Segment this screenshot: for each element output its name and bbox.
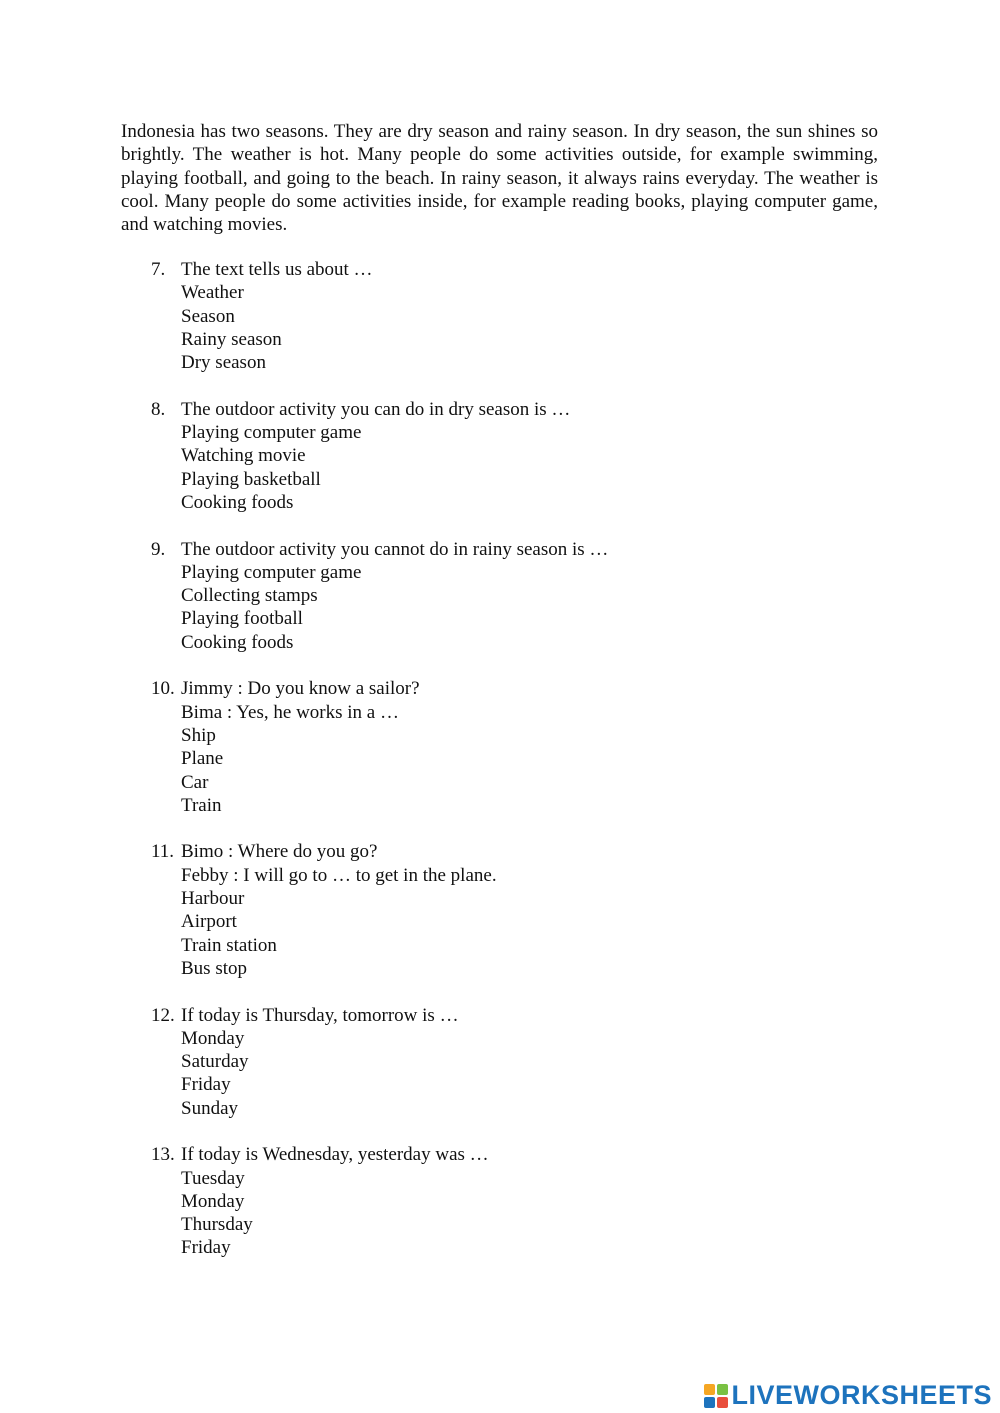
- question-number: 9.: [151, 538, 166, 560]
- answer-option[interactable]: Watching movie: [181, 445, 306, 467]
- answer-option[interactable]: Cooking foods: [181, 491, 294, 513]
- answer-option[interactable]: Weather: [181, 282, 244, 304]
- question-11: [0, 840, 1000, 980]
- answer-option[interactable]: Train station: [181, 934, 277, 956]
- logo-square: [704, 1384, 715, 1395]
- question-text: If today is Wednesday, yesterday was …: [181, 1144, 489, 1166]
- answer-option[interactable]: Train: [181, 794, 222, 816]
- answer-option[interactable]: Dry season: [181, 352, 266, 374]
- answer-option[interactable]: Ship: [181, 724, 216, 746]
- question-text: Jimmy : Do you know a sailor?: [181, 678, 420, 700]
- answer-option[interactable]: Playing football: [181, 608, 303, 630]
- question-number: 10.: [151, 678, 175, 700]
- liveworksheets-logo-icon: [704, 1384, 728, 1408]
- question-text: The outdoor activity you cannot do in rainy season is …: [181, 538, 609, 560]
- reading-passage: Indonesia has two seasons. They are dry season and rainy season. In dry season, the sun shines so brightly. The weather is hot. Many people do some activities outside, for example swimming, playing football, and going to the beach. In rainy season, it always rains everyday. The weather is cool. Many people do some activities inside, for example reading books, playing computer game, and watching movies.: [121, 121, 878, 236]
- question-text: Bima : Yes, he works in a …: [181, 701, 399, 723]
- question-number: 12.: [151, 1004, 175, 1026]
- question-number: 7.: [151, 259, 166, 280]
- answer-option[interactable]: Saturday: [181, 1051, 249, 1073]
- answer-option[interactable]: Friday: [181, 1074, 231, 1096]
- logo-square: [704, 1397, 715, 1408]
- answer-option[interactable]: Bus stop: [181, 957, 247, 979]
- question-8: [0, 398, 1000, 514]
- question-9: [0, 538, 1000, 654]
- liveworksheets-logo: [704, 1382, 992, 1409]
- question-text: Bimo : Where do you go?: [181, 841, 378, 863]
- logo-text: LIVEWORKSHEETS: [731, 1380, 992, 1410]
- question-number: 11.: [151, 841, 175, 863]
- question-text: If today is Thursday, tomorrow is …: [181, 1004, 459, 1026]
- answer-option[interactable]: Car: [181, 771, 209, 793]
- answer-option[interactable]: Playing computer game: [181, 561, 362, 583]
- question-text: Febby : I will go to … to get in the plane.: [181, 864, 497, 886]
- answer-option[interactable]: Airport: [181, 911, 237, 933]
- logo-square: [717, 1397, 728, 1408]
- answer-option[interactable]: Collecting stamps: [181, 585, 318, 607]
- answer-option[interactable]: Rainy season: [181, 328, 282, 350]
- answer-option[interactable]: Sunday: [181, 1097, 238, 1119]
- logo-square: [717, 1384, 728, 1395]
- question-list: [0, 258, 1000, 1283]
- question-12: [0, 1004, 1000, 1120]
- question-7: [0, 258, 1000, 374]
- answer-option[interactable]: Friday: [181, 1237, 231, 1259]
- answer-option[interactable]: Thursday: [181, 1214, 253, 1236]
- answer-option[interactable]: Playing computer game: [181, 422, 362, 444]
- question-text: The outdoor activity you can do in dry season is …: [181, 398, 571, 420]
- answer-option[interactable]: Cooking foods: [181, 631, 294, 653]
- answer-option[interactable]: Tuesday: [181, 1167, 245, 1189]
- answer-option[interactable]: Playing basketball: [181, 468, 321, 490]
- question-number: 13.: [151, 1144, 175, 1166]
- answer-option[interactable]: Monday: [181, 1190, 245, 1212]
- answer-option[interactable]: Monday: [181, 1027, 245, 1049]
- question-13: [0, 1143, 1000, 1259]
- answer-option[interactable]: Harbour: [181, 888, 245, 910]
- question-number: 8.: [151, 398, 166, 420]
- question-text: The text tells us about …: [181, 259, 373, 280]
- answer-option[interactable]: Season: [181, 305, 235, 327]
- answer-option[interactable]: Plane: [181, 748, 224, 770]
- question-10: [0, 677, 1000, 817]
